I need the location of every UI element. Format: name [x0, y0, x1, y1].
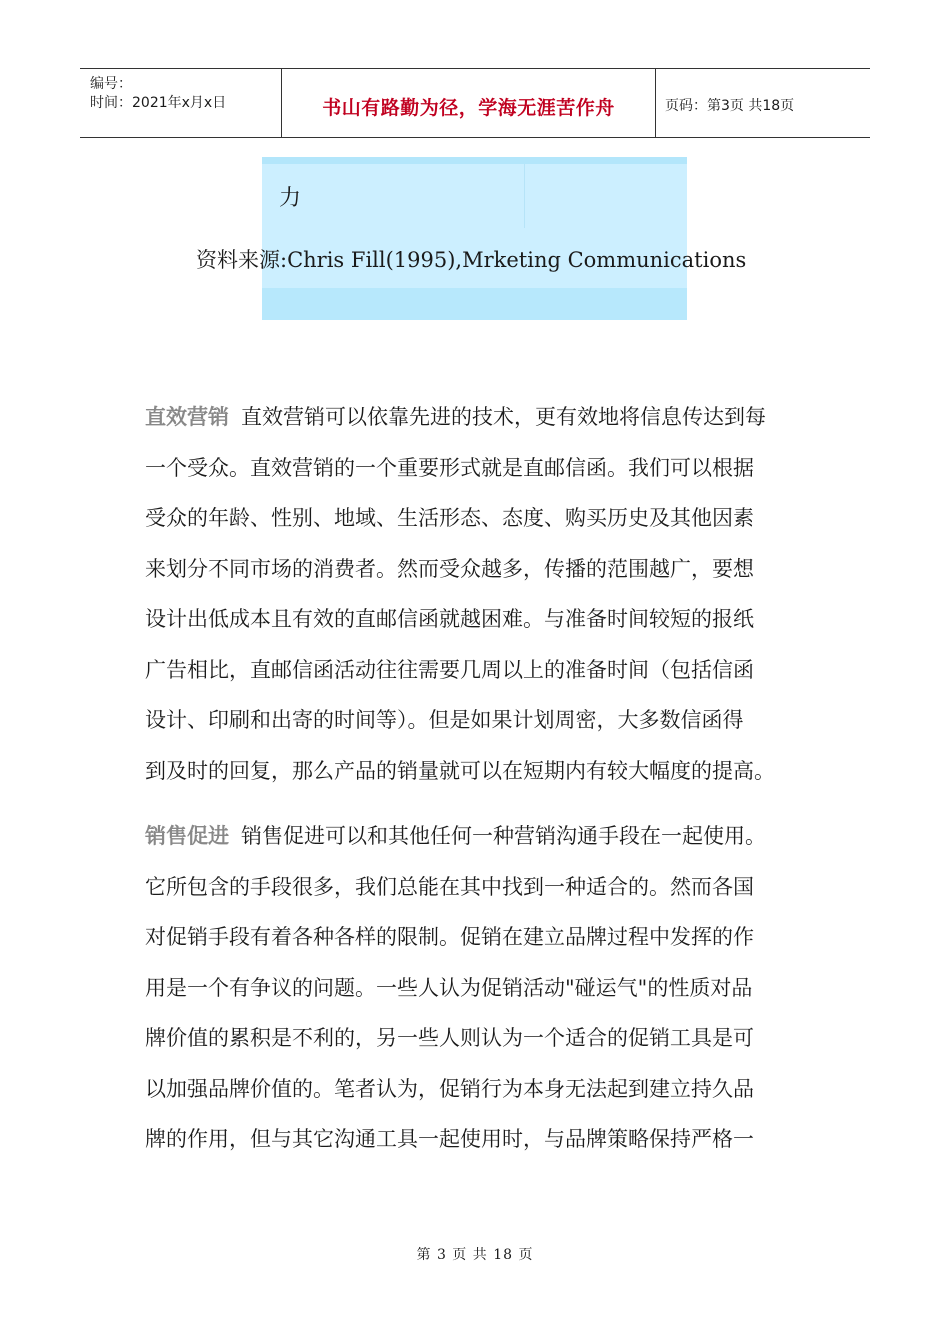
- paragraph-sales-promotion: [145, 811, 810, 1165]
- page-footer: 第 3 页 共 18 页: [416, 1247, 534, 1263]
- header-motto: 书山有路勤为径，学海无涯苦作舟: [322, 97, 615, 119]
- paragraph-line: 设计、印刷和出寄的时间等）。但是如果计划周密，大多数信函得: [145, 708, 744, 732]
- line-text: 直效营销可以依靠先进的技术，更有效地将信息传达到每: [241, 405, 766, 429]
- paragraph-line: 受众的年龄、性别、地域、生活形态、态度、购买历史及其他因素: [145, 506, 754, 530]
- paragraph-direct-marketing: [145, 392, 810, 796]
- section-keyword: 直效营销: [145, 405, 229, 429]
- source-citation: 资料来源:Chris Fill(1995),Mrketing Communications: [196, 248, 747, 272]
- page-header: [80, 68, 870, 138]
- document-time-label: 时间：2021年x月x日: [90, 95, 227, 111]
- paragraph-line: 对促销手段有着各种各样的限制。促销在建立品牌过程中发挥的作: [145, 925, 754, 949]
- paragraph-line: 牌价值的累积是不利的，另一些人则认为一个适合的促销工具是可: [145, 1026, 754, 1050]
- paragraph-line: [145, 811, 810, 862]
- paragraph-line: 以加强品牌价值的。笔者认为，促销行为本身无法起到建立持久品: [145, 1076, 754, 1101]
- quote-box-top-stripe: [262, 157, 687, 164]
- header-meta-cell: [80, 69, 280, 137]
- paragraph-line: 来划分不同市场的消费者。然而受众越多，传播的范围越广，要想: [145, 556, 754, 581]
- quote-box-divider: [524, 164, 525, 228]
- quote-box-bottom-stripe: [262, 288, 687, 320]
- paragraph-line: 广告相比，直邮信函活动往往需要几周以上的准备时间（包括信函: [145, 657, 754, 682]
- header-motto-cell: [281, 69, 656, 137]
- paragraph-line: 一个受众。直效营销的一个重要形式就是直邮信函。我们可以根据: [145, 455, 754, 480]
- paragraph-line: 牌的作用，但与其它沟通工具一起使用时，与品牌策略保持严格一: [145, 1127, 754, 1151]
- header-page-cell: [655, 69, 870, 137]
- paragraph-line: 用是一个有争议的问题。一些人认为促销活动"碰运气"的性质对品: [145, 975, 753, 1000]
- paragraph-line: 设计出低成本且有效的直邮信函就越困难。与准备时间较短的报纸: [145, 607, 754, 631]
- quote-fragment: 力: [279, 186, 302, 211]
- section-keyword: 销售促进: [145, 824, 229, 848]
- header-page-code: 页码：第3页 共18页: [665, 98, 795, 114]
- paragraph-line: [145, 392, 810, 443]
- paragraph-line: 它所包含的手段很多，我们总能在其中找到一种适合的。然而各国: [145, 874, 754, 899]
- quote-box: [262, 157, 687, 320]
- line-text: 销售促进可以和其他任何一种营销沟通手段在一起使用。: [241, 824, 766, 848]
- document-number-label: 编号：: [90, 76, 132, 92]
- paragraph-line: 到及时的回复，那么产品的销量就可以在短期内有较大幅度的提高。: [145, 758, 775, 783]
